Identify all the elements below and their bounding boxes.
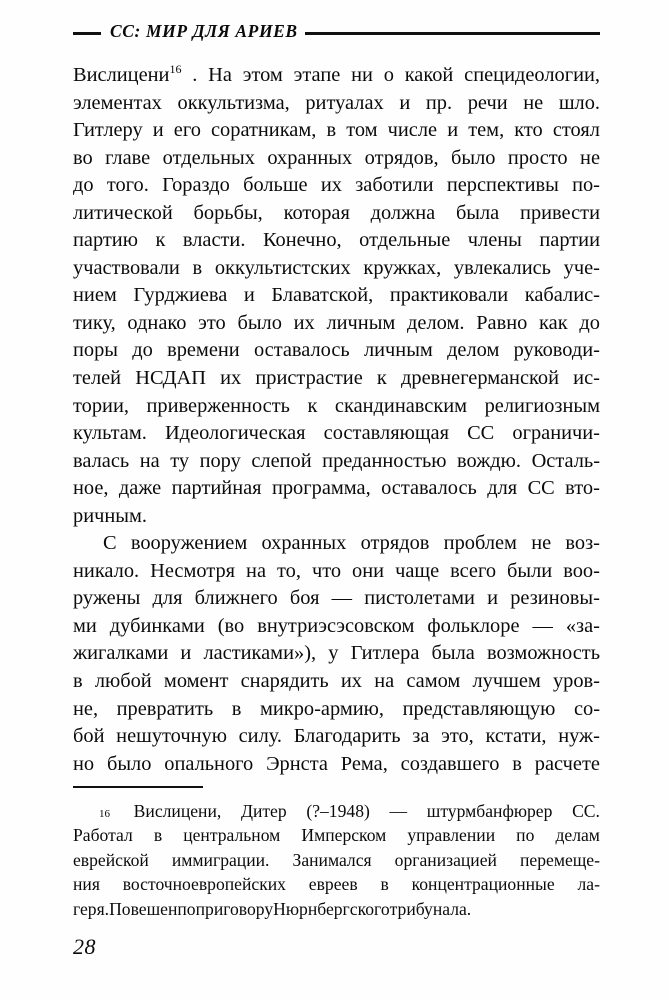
- word: пору: [199, 449, 241, 472]
- word: было: [106, 752, 152, 775]
- word: внутриэсэсовском: [257, 614, 415, 637]
- word: Повешен: [109, 898, 178, 919]
- footnote-line: [73, 872, 600, 896]
- word: управлении: [407, 825, 496, 846]
- word: по: [516, 825, 535, 846]
- paragraph-line: [73, 613, 600, 641]
- word: и: [180, 642, 192, 665]
- word: к: [155, 229, 166, 252]
- word: ное,: [73, 477, 109, 500]
- word: этапе: [293, 64, 341, 86]
- footnote-line: [73, 823, 600, 847]
- paragraph: [73, 62, 600, 530]
- word: приверженность: [146, 394, 290, 417]
- word: за: [412, 725, 430, 748]
- word: пистолетами: [364, 587, 475, 610]
- word: к: [376, 367, 387, 390]
- word: поры: [73, 339, 119, 362]
- header-rule-left: [73, 32, 101, 35]
- word: тику,: [73, 311, 116, 334]
- word: по-: [572, 174, 600, 197]
- word: евреев: [308, 874, 358, 895]
- word: бой: [73, 725, 105, 748]
- word: в: [73, 670, 83, 693]
- word: участвовали: [73, 256, 180, 279]
- word: специдеологии,: [464, 64, 600, 86]
- word: момент: [163, 670, 229, 693]
- word: нешуточную: [116, 725, 227, 748]
- word: личным: [363, 339, 433, 362]
- word: возможность: [486, 642, 600, 665]
- word: руководи-: [513, 339, 600, 362]
- word: и: [243, 284, 255, 307]
- word: должна: [370, 201, 436, 224]
- word: НСДАП: [135, 367, 206, 390]
- word: том: [346, 119, 378, 142]
- paragraph-line: [73, 117, 600, 145]
- word: вто-: [565, 477, 600, 500]
- word: но: [73, 752, 95, 775]
- word: вооружением: [130, 532, 248, 555]
- word: отрядов: [360, 532, 430, 555]
- paragraph-line: [73, 585, 600, 613]
- word: того.: [106, 174, 149, 197]
- word: слепой: [251, 449, 312, 472]
- word: расчете: [534, 752, 600, 775]
- paragraph: [73, 530, 600, 778]
- word: не: [523, 91, 544, 114]
- word: для: [152, 587, 183, 610]
- word: нием: [73, 284, 117, 307]
- word: заботили: [355, 174, 434, 197]
- word: однако: [127, 311, 187, 334]
- word: Нюрнбергского: [273, 898, 390, 919]
- word: отрядов,: [364, 146, 439, 169]
- word: Имперском: [301, 825, 387, 846]
- word: в: [380, 874, 389, 895]
- word: оккультизма,: [177, 91, 290, 114]
- word: Рема,: [340, 752, 388, 775]
- word: Гурджиева: [133, 284, 228, 307]
- footnote-block: [73, 786, 600, 921]
- page-number: 28: [73, 934, 96, 959]
- word: Дитер: [240, 801, 287, 821]
- footnote-separator: [73, 786, 203, 788]
- word: до: [579, 311, 600, 334]
- word: это: [198, 311, 226, 334]
- header-rule-right: [305, 32, 600, 35]
- paragraph-line: [73, 255, 600, 283]
- word: С: [103, 532, 117, 555]
- word: оставалось: [381, 477, 477, 500]
- word: кружках,: [363, 256, 442, 279]
- word: что: [311, 559, 342, 582]
- paragraph-line: [73, 503, 600, 531]
- word: отдельные: [359, 229, 451, 252]
- word: проблем: [443, 532, 517, 555]
- word: и: [447, 119, 459, 142]
- word: уров-: [552, 670, 600, 693]
- word: пр.: [425, 91, 453, 114]
- running-header: [73, 22, 600, 44]
- word: преданностью: [322, 449, 447, 472]
- paragraph-line: [73, 172, 600, 200]
- word: нуж-: [558, 725, 600, 748]
- word: партию: [73, 229, 138, 252]
- word: (во: [217, 614, 245, 637]
- word: религиозным: [484, 394, 600, 417]
- word: программа,: [271, 477, 371, 500]
- word: ис-: [573, 367, 600, 390]
- word: числе: [387, 119, 438, 142]
- word: было: [451, 146, 496, 169]
- word: их: [340, 670, 362, 693]
- footnote-text: [73, 799, 600, 921]
- word: на: [139, 449, 160, 472]
- page-title: СС: МИР ДЛЯ АРИЕВ: [110, 21, 298, 42]
- word: приговору: [195, 898, 274, 919]
- word: СС.: [572, 801, 600, 821]
- word: больше: [243, 174, 308, 197]
- word: их: [320, 174, 342, 197]
- word: борьбы,: [193, 201, 263, 224]
- word: ближнего: [194, 587, 278, 610]
- word: со-: [573, 697, 600, 720]
- word: ритуалах: [305, 91, 384, 114]
- word: этом: [242, 64, 283, 86]
- word: которая: [283, 201, 350, 224]
- word: —: [331, 587, 353, 610]
- word: фольклоре: [427, 614, 520, 637]
- word: их: [220, 367, 242, 390]
- word: в: [231, 697, 242, 720]
- paragraph-line: [73, 145, 600, 173]
- word: личным: [326, 311, 396, 334]
- word: в: [153, 825, 163, 846]
- paragraph-line: [73, 62, 600, 90]
- word: кабалис-: [524, 284, 600, 307]
- word: времени: [167, 339, 240, 362]
- word: боя: [289, 587, 320, 610]
- word: шло.: [558, 91, 600, 114]
- word: увлекались: [453, 256, 551, 279]
- paragraph-line: [73, 530, 600, 558]
- paragraph-line: [73, 668, 600, 696]
- word: Благодарить: [293, 725, 401, 748]
- word: самом: [406, 670, 461, 693]
- paragraph-line: [73, 475, 600, 503]
- word: .: [192, 64, 198, 86]
- word: практиковали: [389, 284, 509, 307]
- word: соратникам,: [211, 119, 317, 142]
- footnote-line: [73, 897, 600, 921]
- word: Идеологическая: [164, 422, 306, 445]
- word: ми: [73, 614, 97, 637]
- word: для: [487, 477, 518, 500]
- word: до: [73, 174, 94, 197]
- word: восточноевропейских: [122, 874, 286, 895]
- word: микро-армию,: [259, 697, 384, 720]
- word: тем,: [468, 119, 505, 142]
- word: валась: [73, 449, 130, 472]
- word: отдельных: [162, 146, 255, 169]
- paragraph-line: [73, 751, 600, 779]
- word: жигалками: [73, 642, 169, 665]
- word: Гораздо: [162, 174, 230, 197]
- word: партийная: [171, 477, 262, 500]
- paragraph-line: [73, 393, 600, 421]
- paragraph-line: [73, 448, 600, 476]
- word: и: [487, 587, 499, 610]
- word: (?–1948): [306, 801, 370, 821]
- word: телей: [73, 367, 122, 390]
- word: литической: [73, 201, 173, 224]
- word: и: [399, 91, 411, 114]
- word: Конечно,: [262, 229, 342, 252]
- body-text: [73, 62, 600, 778]
- word: Блаватской,: [271, 284, 374, 307]
- word: охранных: [261, 532, 347, 555]
- word: резиновы-: [510, 587, 600, 610]
- word: были: [507, 559, 553, 582]
- word: перемеще-: [519, 849, 600, 870]
- word: они: [352, 559, 385, 582]
- word: просто: [507, 146, 568, 169]
- word: —: [389, 801, 408, 821]
- paragraph-line: [73, 227, 600, 255]
- word: не: [580, 146, 600, 169]
- word: не,: [73, 697, 99, 720]
- word: На: [208, 64, 232, 86]
- word: пристрастие: [255, 367, 363, 390]
- word: была: [455, 201, 500, 224]
- word: партии: [539, 229, 600, 252]
- word: до: [132, 339, 153, 362]
- word: оккультистских: [214, 256, 351, 279]
- word: в: [192, 256, 203, 279]
- word: Несмотря: [150, 559, 236, 582]
- word: оставалось: [253, 339, 350, 362]
- word: власти.: [182, 229, 246, 252]
- word: их: [293, 311, 315, 334]
- word: организацией: [394, 849, 497, 870]
- word: никало.: [73, 559, 140, 582]
- word: о: [383, 64, 394, 86]
- word: у: [328, 642, 339, 665]
- footnote-line: [73, 848, 600, 872]
- word: уче-: [563, 256, 600, 279]
- word: в: [326, 119, 337, 142]
- word: Занимался: [292, 849, 372, 870]
- word: ограничи-: [512, 422, 600, 445]
- word: какой: [404, 64, 454, 86]
- word: Работал: [73, 825, 133, 846]
- word: и: [152, 119, 164, 142]
- word: ни: [351, 64, 373, 86]
- word: члены: [467, 229, 522, 252]
- paragraph-line: [73, 200, 600, 228]
- word: трибунала.: [389, 898, 472, 919]
- paragraph-line: [73, 558, 600, 586]
- word: чаще: [395, 559, 440, 582]
- word: не: [531, 532, 552, 555]
- word: было: [237, 311, 282, 334]
- word: СС: [527, 477, 555, 500]
- word: ластиками»),: [203, 642, 317, 665]
- word: делам: [555, 825, 600, 846]
- word: опального: [164, 752, 254, 775]
- word: составляющая: [323, 422, 449, 445]
- word: Равно: [476, 311, 528, 334]
- word: скандинавским: [334, 394, 468, 417]
- word: древнегерманской: [401, 367, 559, 390]
- word: создавшего: [400, 752, 500, 775]
- paragraph-line: [73, 337, 600, 365]
- word: как: [539, 311, 568, 334]
- word: кто: [514, 119, 543, 142]
- word: превратить: [116, 697, 214, 720]
- paragraph-line: [73, 365, 600, 393]
- word: Вислицени$^{16}$: [73, 62, 182, 86]
- word: ла-: [577, 874, 600, 895]
- paragraph-line: [73, 310, 600, 338]
- word: вождю.: [457, 449, 522, 472]
- word: по: [177, 898, 196, 919]
- word: делом: [447, 339, 500, 362]
- word: представляющую: [402, 697, 556, 720]
- word: «за-: [565, 614, 600, 637]
- word: охранных: [267, 146, 353, 169]
- word: ту: [170, 449, 190, 472]
- word: Эрнста: [266, 752, 328, 775]
- word: кстати,: [485, 725, 547, 748]
- word: элементах: [73, 91, 162, 114]
- paragraph-line: [73, 696, 600, 724]
- word: снарядить: [240, 670, 329, 693]
- word: любой: [94, 670, 152, 693]
- word: лучшем: [472, 670, 541, 693]
- word: воо-: [563, 559, 600, 582]
- paragraph-line: [73, 90, 600, 118]
- word: привести: [520, 201, 600, 224]
- paragraph-line: [73, 723, 600, 751]
- word: —: [532, 614, 553, 637]
- word: на: [246, 559, 266, 582]
- word: ния: [73, 874, 100, 895]
- word: иммиграции.: [171, 849, 270, 870]
- word: СС: [467, 422, 495, 445]
- word: тории,: [73, 394, 129, 417]
- word: это,: [441, 725, 474, 748]
- footnote-line: 16 Вислицени, Дитер (?–1948) — штурмбанфюрер СС.: [73, 799, 600, 823]
- word: во: [73, 146, 93, 169]
- word: главе: [105, 146, 151, 169]
- word: Гитлера: [350, 642, 420, 665]
- word: всего: [450, 559, 497, 582]
- word: ричным.: [73, 504, 147, 527]
- word: речи: [467, 91, 508, 114]
- word: еврейской: [73, 849, 149, 870]
- paragraph-line: [73, 282, 600, 310]
- word: Гитлеру: [73, 119, 143, 142]
- word: стоял: [552, 119, 600, 142]
- word: воз-: [565, 532, 600, 555]
- word: даже: [118, 477, 162, 500]
- word: центральном: [183, 825, 281, 846]
- word: была: [431, 642, 475, 665]
- word: его: [173, 119, 201, 142]
- word: перспективы: [446, 174, 559, 197]
- word: делом.: [407, 311, 465, 334]
- word: в: [512, 752, 522, 775]
- word: на: [374, 670, 395, 693]
- word: к: [307, 394, 318, 417]
- word: культам.: [73, 422, 147, 445]
- word: дубинками: [109, 614, 205, 637]
- word: то,: [277, 559, 301, 582]
- word: ружены: [73, 587, 141, 610]
- word: концентрационные: [411, 874, 555, 895]
- word: Вислицени,: [133, 801, 222, 821]
- footnote-reference: 16: [169, 62, 182, 77]
- word: Осталь-: [531, 449, 600, 472]
- paragraph-line: [73, 420, 600, 448]
- word: штурмбанфюрер: [426, 801, 553, 821]
- word: геря.: [73, 898, 110, 919]
- word: силу.: [238, 725, 283, 748]
- paragraph-line: [73, 640, 600, 668]
